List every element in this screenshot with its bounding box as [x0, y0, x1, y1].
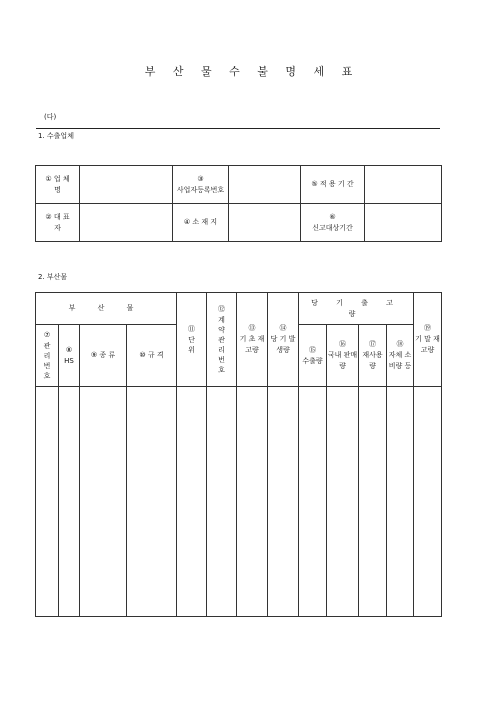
company-name-label: ① 업 체 명 [36, 166, 80, 204]
report-period-label: ⑥ 신고대상기간 [301, 204, 365, 242]
self-consumption-cell[interactable] [387, 387, 414, 617]
divider [36, 128, 440, 129]
page-title: 부 산 물 수 불 명 세 표 [144, 65, 360, 78]
section-exporter-heading: 1. 수출업체 [38, 132, 74, 140]
unit-header: ⑪ 단위 [177, 293, 207, 387]
reuse-qty-header: ⑰ 재사용량 [359, 325, 387, 387]
export-qty-cell[interactable] [299, 387, 327, 617]
period-label: ⑤ 적 용 기 간 [301, 166, 365, 204]
business-number-label: ③ 사업자등록번호 [173, 166, 229, 204]
spec-cell[interactable] [127, 387, 177, 617]
unit-cell[interactable] [177, 387, 207, 617]
release-group-header: 당 기 출 고 량 [299, 293, 414, 325]
period-occurrence-cell[interactable] [268, 387, 299, 617]
reuse-qty-cell[interactable] [359, 387, 387, 617]
business-number-field[interactable] [229, 166, 301, 204]
contract-number-header: ⑫ 계 약 관 리 번 호 [207, 293, 237, 387]
spec-header: ⑩ 규 격 [127, 325, 177, 387]
contract-number-cell[interactable] [207, 387, 237, 617]
self-consumption-header: ⑱ 자체 소비량 등 [387, 325, 414, 387]
period-field[interactable] [365, 166, 442, 204]
report-period-field[interactable] [365, 204, 442, 242]
hs-header: ⑧ HS [59, 325, 80, 387]
byproduct-table [35, 292, 442, 617]
mgmt-number-cell[interactable] [36, 387, 59, 617]
company-name-field[interactable] [80, 166, 173, 204]
domestic-sales-header: ⑯ 국내 판매량 [327, 325, 359, 387]
opening-stock-cell[interactable] [237, 387, 268, 617]
kind-cell[interactable] [80, 387, 127, 617]
form-code: (다) [44, 113, 57, 121]
opening-stock-header: ⑬ 기 초 재고량 [237, 293, 268, 387]
representative-label: ② 대 표 자 [36, 204, 80, 242]
table-row [36, 387, 442, 617]
byproduct-group-header: 부 산 물 [36, 293, 177, 325]
domestic-sales-cell[interactable] [327, 387, 359, 617]
closing-stock-cell[interactable] [414, 387, 442, 617]
section-byproduct-heading: 2. 부산물 [38, 273, 68, 281]
export-qty-header: ⑮ 수출량 [299, 325, 327, 387]
exporter-table [35, 165, 442, 242]
mgmt-number-header: ⑦ 관리번호 [36, 325, 59, 387]
hs-cell[interactable] [59, 387, 80, 617]
kind-header: ⑨ 종 류 [80, 325, 127, 387]
address-label: ④ 소 재 지 [173, 204, 229, 242]
period-occurrence-header: ⑭ 당 기 발생량 [268, 293, 299, 387]
address-field[interactable] [229, 204, 301, 242]
representative-field[interactable] [80, 204, 173, 242]
closing-stock-header: ⑲ 기 말 재고량 [414, 293, 442, 387]
